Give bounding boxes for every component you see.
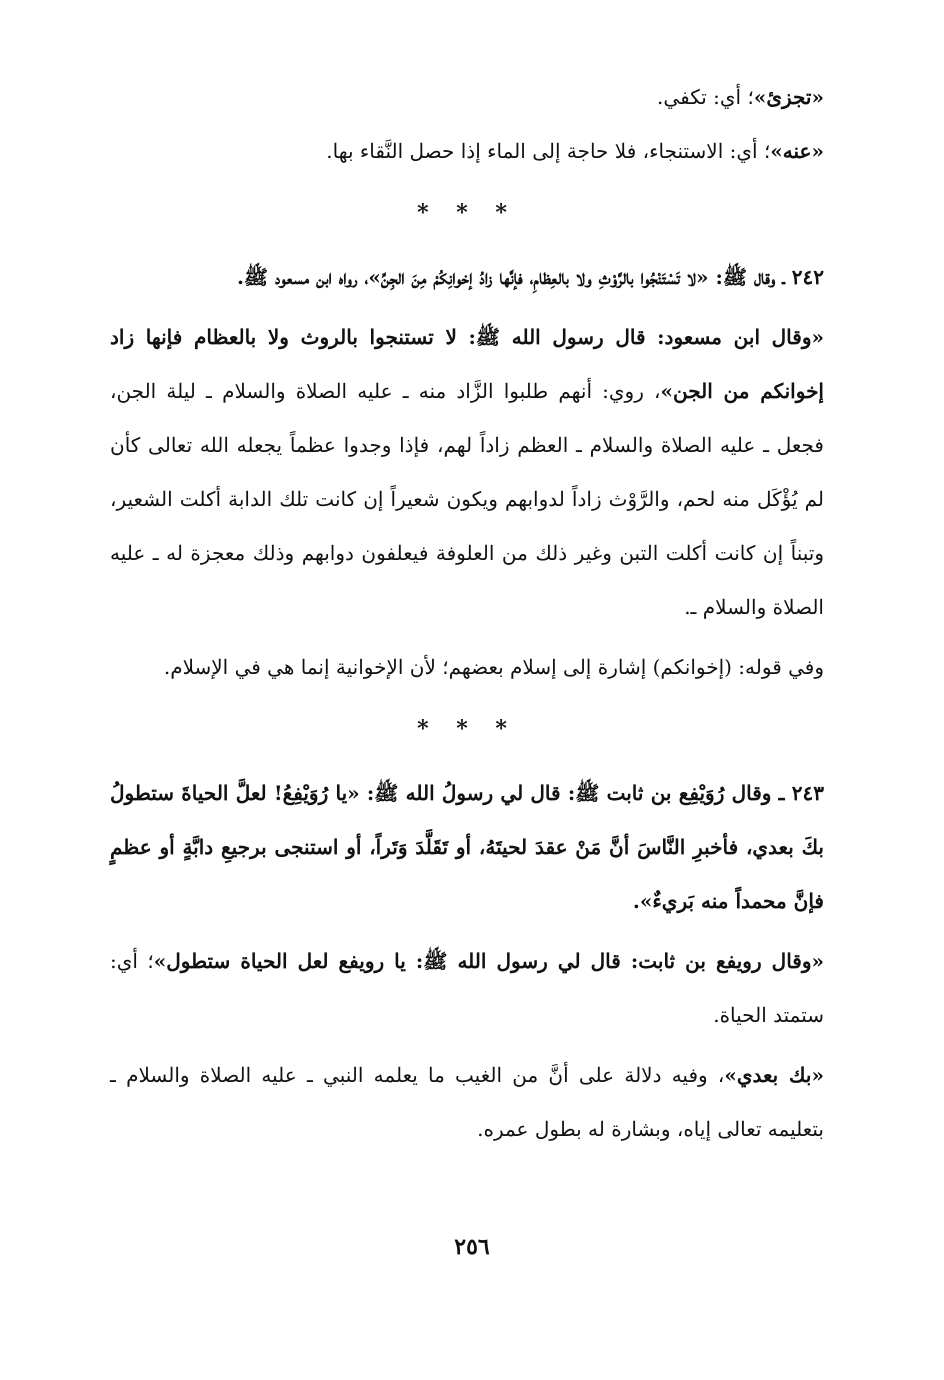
gloss-paragraph xyxy=(110,70,824,124)
commentary-paragraph xyxy=(110,1048,824,1156)
section-separator: * * * xyxy=(417,716,517,742)
page-body xyxy=(110,70,824,1156)
quoted-hadith: «وقال ابن مسعود: قال رسول الله ﷺ: لا تستنجوا بالروث ولا بالعظام فإنها زاد إخوانكم من الجن» xyxy=(110,325,824,403)
commentary-paragraph: وفي قوله: (إخوانكم) إشارة إلى إسلام بعضهم؛ لأن الإخوانية إنما هي في الإسلام. xyxy=(163,655,824,679)
commentary-paragraph xyxy=(110,934,824,1042)
gloss-text: ؛ أي: تكفي. xyxy=(657,85,754,109)
hadith-text: ٢٤٣ ـ وقال رُوَيْفِع بن ثابت ﷺ: قال لي رسولُ الله ﷺ: «يا رُوَيْفِعُ! لعلَّ الحياةَ ستطولُ بكَ بعدي، فأخبرِ النَّاسَ أنَّ مَنْ عقدَ لحيتَهُ، أو تَقَلَّدَ وَتَراً، أو استنجى برجيعِ دابَّةٍ أو عظمٍ فإنَّ محمداً منه بَريءٌ». xyxy=(110,781,824,913)
quoted-hadith: «وقال رويفع بن ثابت: قال لي رسول الله ﷺ: يا رويفع لعل الحياة ستطول» xyxy=(153,949,824,973)
commentary-text: ؛ أي: ستمتد الحياة. xyxy=(110,949,824,1027)
gloss-term: «عنه» xyxy=(770,139,824,163)
gloss-text: ؛ أي: الاستنجاء، فلا حاجة إلى الماء إذا حصل النَّقاء بها. xyxy=(326,139,771,163)
commentary-text: ، وفيه دلالة على أنَّ من الغيب ما يعلمه النبي ـ عليه الصلاة والسلام ـ بتعليمه تعالى إياه، وبشارة له بطول عمره. xyxy=(110,1063,824,1141)
hadith-text: ٢٤٢ ـ وقال ﷺ: «لا تَسْتَنْجُوا بالرَّوْثِ ولا بالعِظامِ، فإنَّها زادُ إخوانِكُمْ مِنَ الجِنِّ»، رواه ابن مسعود ﷺ. xyxy=(236,265,824,289)
gloss-paragraph xyxy=(110,124,824,178)
page-number: ٢٥٦ xyxy=(454,1234,490,1260)
quoted-hadith: «بك بعدي» xyxy=(724,1063,824,1087)
section-separator: * * * xyxy=(417,200,517,226)
gloss-term: «تجزئ» xyxy=(753,85,824,109)
commentary-paragraph xyxy=(110,310,824,634)
commentary-text: ، روي: أنهم طلبوا الزَّاد منه ـ عليه الصلاة والسلام ـ ليلة الجن، فجعل ـ عليه الصلاة والسلام ـ العظم زاداً لهم، فإذا وجدوا عظماً يجعله الله تعالى كأن لم يُؤْكَل منه لحم، والرَّوْث زاداً لدوابهم ويكون شعيراً إن كانت تلك الدابة أكلت الشعير، وتبناً إن كانت أكلت التبن وغير ذلك من العلوفة فيعلفون دوابهم وذلك معجزة له ـ عليه الصلاة والسلام ـ. xyxy=(110,379,824,619)
